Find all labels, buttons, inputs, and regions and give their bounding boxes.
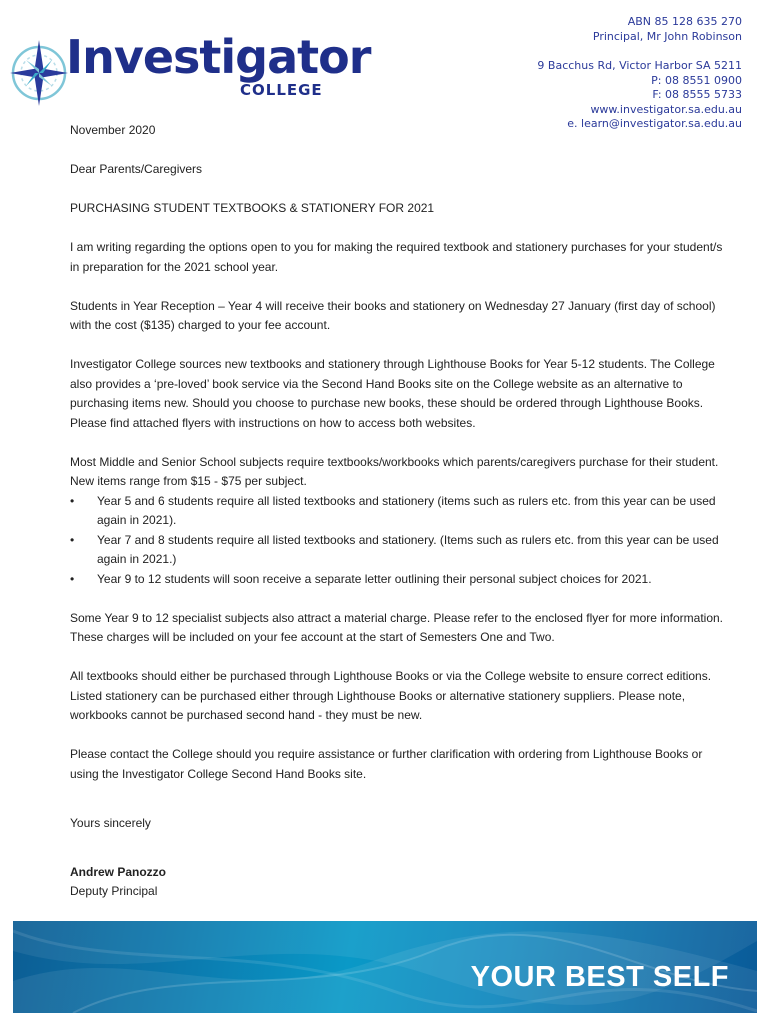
paragraph-material-charge: Some Year 9 to 12 specialist subjects also attract a material charge. Please refer to the enclosed flyer for more information. These charges will be included on your fee account at the start of Semesters One and Two. <box>70 610 723 644</box>
letter-date: November 2020 <box>70 123 156 137</box>
logo-subtitle: COLLEGE <box>240 81 323 99</box>
website-link[interactable]: www.investigator.sa.edu.au <box>590 102 742 116</box>
subject-heading: PURCHASING STUDENT TEXTBOOKS & STATIONERY FOR 2021 <box>70 201 435 215</box>
email-link[interactable]: e. learn@investigator.sa.edu.au <box>567 117 742 130</box>
list-item: • Year 7 and 8 students require all listed textbooks and stationery. (Items such as rulers etc. from this year can be used again in 2021.) <box>70 531 725 570</box>
compass-star-icon <box>8 28 70 118</box>
phone: P: 08 8551 0900 <box>651 73 742 87</box>
principal: Principal, Mr John Robinson <box>592 29 742 43</box>
paragraph-intro: I am writing regarding the options open to you for making the required textbook and stationery purchases for your student/s in preparation for the 2021 school year. <box>70 240 723 274</box>
college-logo <box>8 20 371 120</box>
bullet-list <box>70 492 725 590</box>
paragraph-sources: Investigator College sources new textbooks and stationery through Lighthouse Books for Year 5-12 students. The College also provides a ‘pre-loved’ book service via the Second Hand Books site on the College website as an alternative to purchasing items new. Should you choose to purchase new books, these should be ordered through Lighthouse Books. Please find attached flyers with instructions on how to access both websites. <box>70 357 715 430</box>
abn: ABN 85 128 635 270 <box>627 15 742 28</box>
signer-title: Deputy Principal <box>70 884 158 898</box>
list-item: • Year 5 and 6 students require all listed textbooks and stationery (items such as rulers etc. from this year can be used again in 2021). <box>70 492 725 531</box>
address: 9 Bacchus Rd, Victor Harbor SA 5211 <box>537 59 742 72</box>
closing: Yours sincerely <box>70 816 151 830</box>
paragraph-editions: All textbooks should either be purchased through Lighthouse Books or via the College website to ensure correct editions. Listed stationery can be purchased either through Lighthouse Books or alternative stationery suppliers. Please note, workbooks cannot be purchased second hand - they must be new. <box>70 669 712 722</box>
logo-wordmark: Investigator <box>66 30 371 84</box>
paragraph-subjects: Most Middle and Senior School subjects require textbooks/workbooks which parents/caregivers purchase for their student. New items range from $15 - $75 per subject. <box>70 454 719 488</box>
salutation: Dear Parents/Caregivers <box>70 162 203 176</box>
paragraph-junior: Students in Year Reception – Year 4 will receive their books and stationery on Wednesday 27 January (first day of school) with the cost ($135) charged to your fee account. <box>70 298 716 332</box>
contact-block <box>537 15 742 132</box>
letter-body <box>70 121 725 902</box>
paragraph-contact: Please contact the College should you require assistance or further clarification with ordering from Lighthouse Books or using the Investigator College Second Hand Books site. <box>70 747 703 781</box>
fax: F: 08 8555 5733 <box>652 88 742 101</box>
signer-name: Andrew Panozzo <box>70 864 167 879</box>
footer-banner <box>13 921 757 1013</box>
banner-slogan: YOUR BEST SELF <box>470 961 729 993</box>
list-item: • Year 9 to 12 students will soon receive a separate letter outlining their personal subject choices for 2021. <box>70 570 725 590</box>
